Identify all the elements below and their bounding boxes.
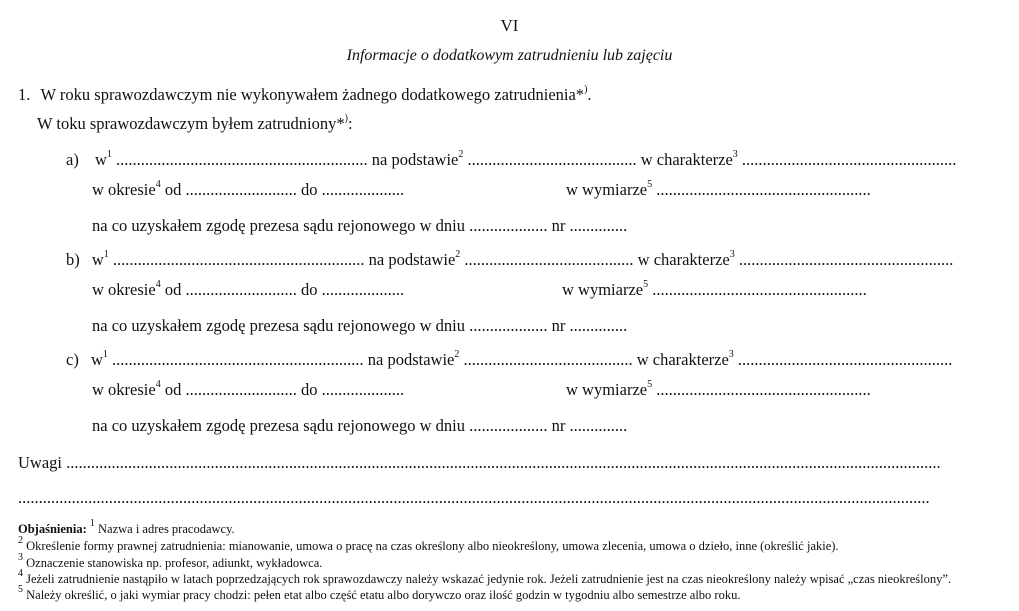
footnote-number: 5: [18, 583, 23, 595]
consent-label: na co uzyskałem zgodę prezesa sądu rejonowego w dniu: [92, 416, 465, 435]
footnote-marker: 4: [155, 278, 161, 290]
footnote-marker: 2: [454, 348, 460, 360]
to-label: do: [300, 280, 318, 299]
remarks-field-2[interactable]: .............................................................................................................................................................................................................................: [18, 488, 930, 507]
to-field[interactable]: ....................: [321, 380, 405, 399]
footnote-marker: 5: [647, 178, 653, 190]
consent-date-field[interactable]: ...................: [469, 416, 548, 435]
footnote-marker: 2: [458, 148, 464, 160]
footnote-1: [18, 517, 235, 537]
item-1-line-1: [18, 85, 592, 105]
number-field[interactable]: ..............: [569, 416, 628, 435]
entry-a-row-1: [66, 150, 956, 170]
consent-label: na co uzyskałem zgodę prezesa sądu rejonowego w dniu: [92, 316, 465, 335]
entry-letter: b): [66, 250, 80, 269]
number-label: nr: [551, 416, 566, 435]
footnote-marker: 3: [728, 348, 734, 360]
workload-field[interactable]: ....................................................: [656, 380, 871, 399]
basis-field[interactable]: .........................................: [467, 150, 637, 169]
remarks-row-2: [18, 488, 973, 508]
footnote-marker: 4: [155, 378, 161, 390]
footnote-marker: 5: [643, 278, 649, 290]
period-label: w okresie: [92, 280, 156, 299]
basis-field[interactable]: .........................................: [463, 350, 633, 369]
employer-label: w: [90, 350, 103, 369]
workload-field[interactable]: ....................................................: [656, 180, 871, 199]
from-label: od: [164, 180, 182, 199]
period-label: w okresie: [92, 180, 156, 199]
role-field[interactable]: ....................................................: [738, 250, 954, 269]
consent-date-field[interactable]: ...................: [469, 316, 548, 335]
footnote-2: [18, 534, 839, 554]
basis-field[interactable]: .........................................: [464, 250, 634, 269]
to-field[interactable]: ....................: [321, 280, 405, 299]
workload-label: w wymiarze: [566, 380, 648, 399]
remarks-row-1: [18, 453, 973, 473]
section-title: Informacje o dodatkowym zatrudnieniu lub zajęciu: [346, 47, 673, 64]
punctuation: :: [347, 114, 353, 133]
workload-label: w wymiarze: [566, 180, 648, 199]
role-label: w charakterze: [640, 150, 733, 169]
item-number: 1.: [18, 85, 31, 104]
to-field[interactable]: ....................: [321, 180, 405, 199]
remarks-field-1[interactable]: ....................................................................................................................................................................................................................: [66, 453, 941, 472]
basis-label: na podstawie: [367, 350, 455, 369]
footnote-number: 2: [18, 534, 23, 546]
workload-field[interactable]: ....................................................: [652, 280, 867, 299]
footnote-marker: ): [344, 112, 348, 124]
from-label: od: [164, 280, 182, 299]
consent-date-field[interactable]: ...................: [469, 216, 548, 235]
entry-b-workload: [562, 280, 867, 300]
number-field[interactable]: ..............: [569, 316, 628, 335]
employer-field[interactable]: .............................................................: [116, 150, 368, 169]
entry-a-workload: [566, 180, 871, 200]
footnote-5: [18, 583, 741, 603]
footnote-number: 3: [18, 551, 23, 563]
from-field[interactable]: ...........................: [185, 380, 297, 399]
employer-field[interactable]: .............................................................: [112, 350, 364, 369]
from-field[interactable]: ...........................: [185, 280, 297, 299]
item-1-statement-1: W roku sprawozdawczym nie wykonywałem żadnego dodatkowego zatrudnienia*: [40, 85, 585, 104]
footnote-text: Należy określić, o jaki wymiar pracy chodzi: pełen etat albo część etatu albo dorywczo oraz ilość godzin w tygodniu albo semestrze albo roku.: [26, 588, 741, 602]
to-label: do: [300, 380, 318, 399]
entry-a-row-2: [92, 180, 404, 200]
footnote-3: [18, 551, 323, 571]
consent-label: na co uzyskałem zgodę prezesa sądu rejonowego w dniu: [92, 216, 465, 235]
entry-a-row-3: [92, 216, 627, 236]
to-label: do: [300, 180, 318, 199]
entry-letter: a): [66, 150, 79, 169]
entry-b-row-2: [92, 280, 404, 300]
entry-b-row-1: [66, 250, 953, 270]
employer-label: w: [94, 150, 107, 169]
footnote-marker: 5: [647, 378, 653, 390]
footnote-text: Nazwa i adres pracodawcy.: [98, 522, 235, 536]
entry-letter: c): [66, 350, 79, 369]
from-field[interactable]: ...........................: [185, 180, 297, 199]
entry-c-row-3: [92, 416, 627, 436]
remarks-label: Uwagi: [18, 453, 62, 472]
item-1-line-2: [37, 114, 353, 134]
footnote-number: 4: [18, 567, 23, 579]
employer-label: w: [91, 250, 104, 269]
entry-c-row-1: [66, 350, 952, 370]
footnote-number: 1: [89, 517, 95, 529]
footnote-marker: 1: [103, 248, 109, 260]
footnote-marker: 4: [155, 178, 161, 190]
role-label: w charakterze: [636, 350, 729, 369]
basis-label: na podstawie: [368, 250, 456, 269]
role-label: w charakterze: [637, 250, 730, 269]
footnote-marker: 3: [732, 148, 738, 160]
from-label: od: [164, 380, 182, 399]
basis-label: na podstawie: [371, 150, 459, 169]
footnote-marker: 1: [102, 348, 108, 360]
period-label: w okresie: [92, 380, 156, 399]
section-number: VI: [500, 16, 519, 35]
number-field[interactable]: ..............: [569, 216, 628, 235]
footnote-marker: 1: [106, 148, 112, 160]
entry-b-row-3: [92, 316, 627, 336]
footnote-text: Jeżeli zatrudnienie nastąpiło w latach poprzedzających rok sprawozdawczy należy wskazać jedynie rok. Jeżeli zatrudnienie jest na czas nieokreślony należy wpisać „czas nieokreślony”.: [26, 572, 952, 586]
footnote-text: Określenie formy prawnej zatrudnienia: mianowanie, umowa o pracę na czas określony albo nieokreślony, umowa zlecenia, umowa o dzieło, inne (określić jakie).: [26, 539, 839, 553]
footnote-marker: 2: [455, 248, 461, 260]
footnote-marker: 3: [729, 248, 735, 260]
role-field[interactable]: ....................................................: [741, 150, 957, 169]
entry-c-workload: [566, 380, 871, 400]
footnote-4: [18, 567, 952, 587]
number-label: nr: [551, 216, 566, 235]
footnotes-heading: Objaśnienia:: [18, 522, 87, 536]
entry-c-row-2: [92, 380, 404, 400]
item-1-statement-2: W toku sprawozdawczym byłem zatrudniony*: [37, 114, 345, 133]
employer-field[interactable]: .............................................................: [112, 250, 365, 269]
workload-label: w wymiarze: [562, 280, 644, 299]
role-field[interactable]: ....................................................: [737, 350, 953, 369]
footnote-text: Oznaczenie stanowiska np. profesor, adiunkt, wykładowca.: [26, 556, 323, 570]
number-label: nr: [551, 316, 566, 335]
punctuation: .: [587, 85, 592, 104]
footnote-marker: ): [584, 83, 588, 95]
